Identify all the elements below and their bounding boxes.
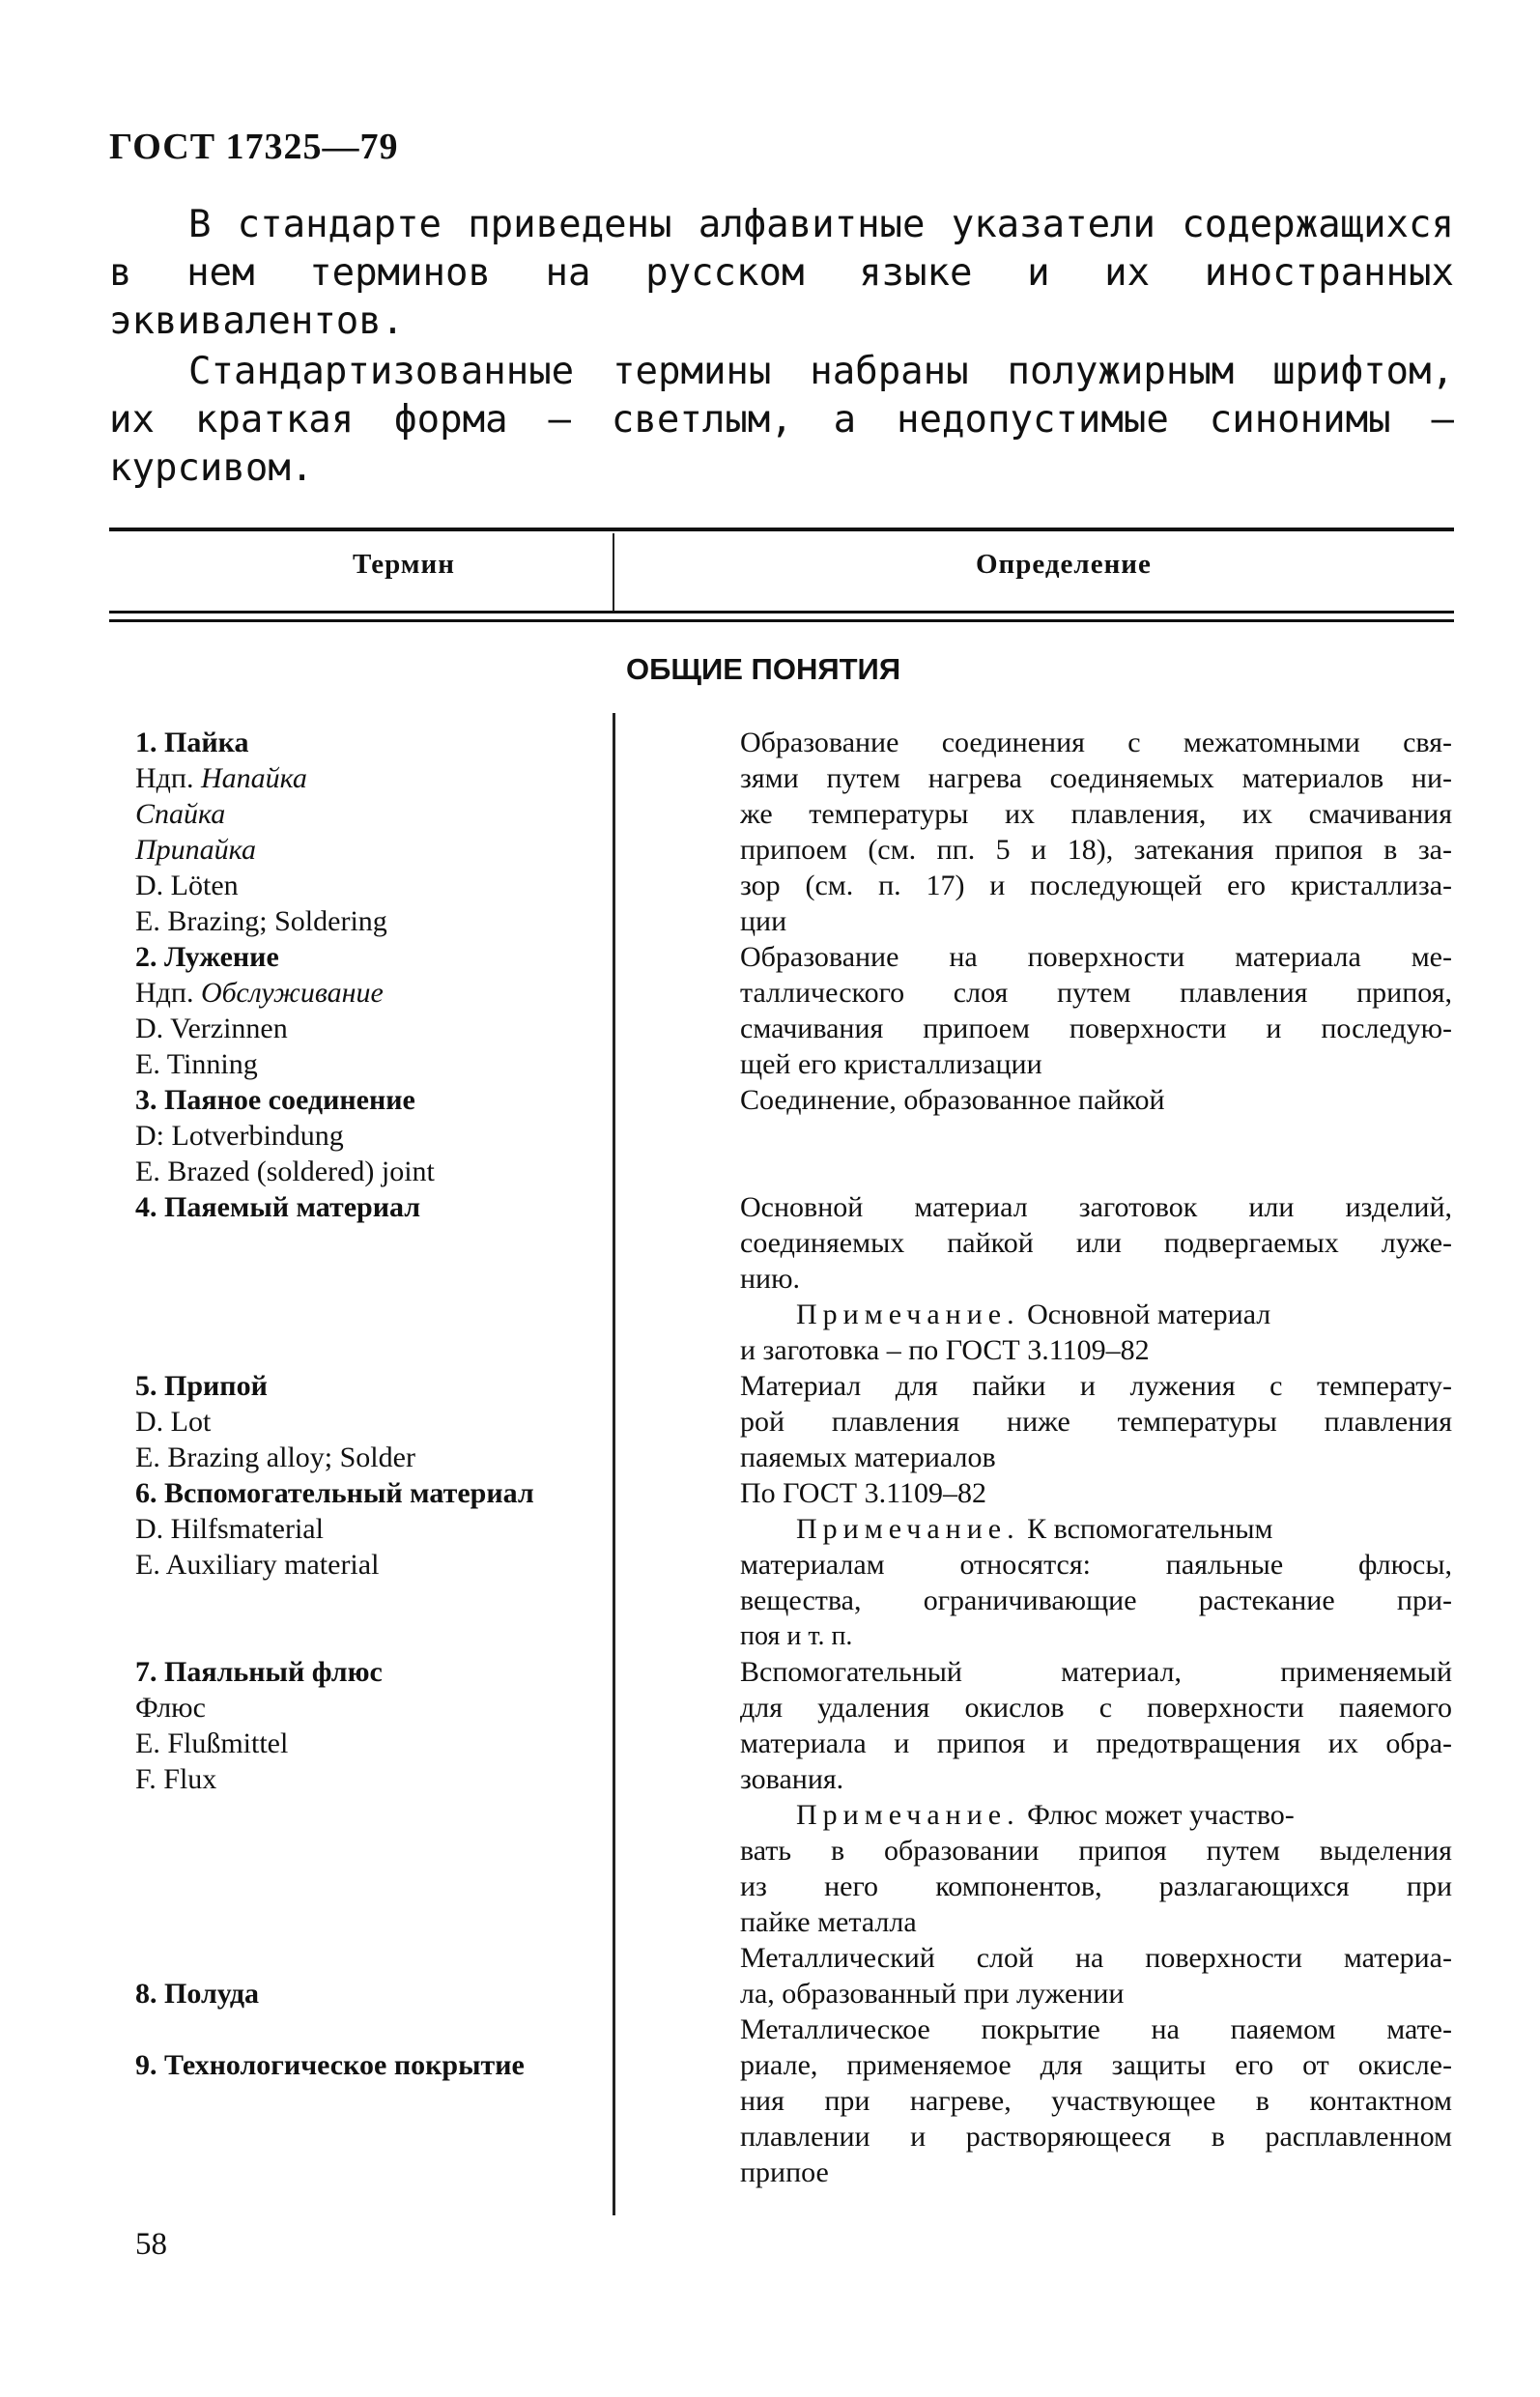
intro-text: [109, 201, 1454, 495]
def-7-line: для удаления окислов с поверхности паяемого: [740, 1692, 1452, 1724]
term-6-de: D. Hilfsmaterial: [135, 1513, 324, 1545]
term-3: 3. Паяное соединение: [135, 1084, 415, 1116]
def-4-line: Основной материал заготовок или изделий,: [740, 1191, 1452, 1223]
def-2-line: Образование на поверхности материала ме-: [740, 941, 1452, 973]
intro-paragraph-1: В стандарте приведены алфавитные указатели содержащихся в нем терминов на русском языке и их иностранных эквивалентов.: [109, 203, 1454, 343]
header-column-divider: [613, 533, 614, 611]
term-2: 2. Лужение: [135, 941, 279, 973]
def-9-line: Металлическое покрытие на паяемом мате-: [740, 2013, 1452, 2045]
term-2-forbidden: Ндп. Обслуживание: [135, 977, 384, 1009]
def-2-line: таллического слоя путем плавления припоя,: [740, 977, 1452, 1009]
term-5-en: E. Brazing alloy; Solder: [135, 1441, 415, 1473]
def-6-note-line: поя и т. п.: [740, 1621, 853, 1651]
term-8: 8. Полуда: [135, 1978, 260, 2010]
def-5-line: паяемых материалов: [740, 1441, 996, 1473]
term-7-en: F. Flux: [135, 1763, 217, 1795]
table-top-rule: [109, 528, 1454, 531]
term-5-de: D. Lot: [135, 1406, 212, 1438]
def-4-line: нию.: [740, 1263, 801, 1295]
term-1-en: E. Brazing; Soldering: [135, 905, 387, 937]
def-9-line: ния при нагреве, участвующее в контактном: [740, 2085, 1452, 2117]
term-2-en: E. Tinning: [135, 1048, 258, 1080]
table-header-rule-2: [109, 619, 1454, 622]
def-7-note-line: пайке металла: [740, 1906, 917, 1938]
def-4-note: Примечание. Основной материал: [796, 1298, 1271, 1330]
def-1-line: зями путем нагрева соединяемых материалов ни-: [740, 762, 1452, 794]
definitions-column: [740, 725, 1452, 2190]
term-5: 5. Припой: [135, 1370, 268, 1402]
term-4: 4. Паяемый материал: [135, 1191, 421, 1223]
terms-column: [135, 725, 609, 2083]
def-5-line: Материал для пайки и лужения с температу-: [740, 1370, 1452, 1402]
def-6-note: Примечание. К вспомогательным: [796, 1513, 1273, 1545]
def-7-note: Примечание. Флюс может участво-: [796, 1799, 1295, 1831]
term-6: 6. Вспомогательный материал: [135, 1477, 534, 1509]
def-5-line: рой плавления ниже температуры плавления: [740, 1406, 1452, 1438]
def-7-note-line: из него компонентов, разлагающихся при: [740, 1870, 1452, 1902]
def-8-line: ла, образованный при лужении: [740, 1978, 1125, 2010]
term-1-de: D. Löten: [135, 870, 239, 901]
intro-paragraph-2: Стандартизованные термины набраны полужирным шрифтом, их краткая форма — светлым, а недопустимые синонимы — курсивом.: [109, 350, 1454, 490]
def-7-line: Вспомогательный материал, применяемый: [740, 1656, 1452, 1688]
term-6-en: E. Auxiliary material: [135, 1549, 380, 1581]
def-2-line: смачивания припоем поверхности и последую-: [740, 1013, 1452, 1044]
def-4-note-line: и заготовка – по ГОСТ 3.1109–82: [740, 1334, 1150, 1366]
def-7-line: зования.: [740, 1763, 844, 1795]
def-1-line: же температуры их плавления, их смачивания: [740, 798, 1452, 830]
column-divider: [613, 713, 615, 2215]
def-2-line: щей его кристаллизации: [740, 1048, 1042, 1080]
term-7-de: E. Flußmittel: [135, 1727, 289, 1759]
section-title: ОБЩИЕ ПОНЯТИЯ: [626, 652, 901, 686]
term-7-short: Флюс: [135, 1692, 206, 1724]
def-9-line: припое: [740, 2156, 829, 2188]
def-3-line: Соединение, образованное пайкой: [740, 1084, 1165, 1116]
def-6-note-line: материалам относятся: паяльные флюсы,: [740, 1549, 1452, 1581]
term-9: 9. Технологическое покрытие: [135, 2049, 525, 2081]
term-1-forbidden: Ндп. Напайка: [135, 762, 307, 794]
def-1-line: ции: [740, 905, 787, 937]
term-1: 1. Пайка: [135, 727, 249, 758]
term-1-forbidden-2: Спайка: [135, 798, 226, 830]
table-header-rule-1: [109, 611, 1454, 614]
def-1-line: припоем (см. пп. 5 и 18), затекания припоя в за-: [740, 834, 1452, 866]
def-7-note-line: вать в образовании припоя путем выделения: [740, 1835, 1452, 1867]
def-6-line: По ГОСТ 3.1109–82: [740, 1477, 987, 1509]
term-3-de: D: Lotverbindung: [135, 1120, 344, 1152]
def-9-line: плавлении и растворяющееся в расплавленном: [740, 2121, 1452, 2153]
def-9-line: риале, применяемое для защиты его от окисле-: [740, 2049, 1452, 2081]
def-8-line: Металлический слой на поверхности материа-: [740, 1942, 1452, 1974]
term-1-forbidden-3: Припайка: [135, 834, 256, 866]
document-header: ГОСТ 17325—79: [109, 127, 399, 167]
page-number: 58: [135, 2227, 167, 2262]
column-header-term: Термин: [353, 549, 455, 580]
def-4-line: соединяемых пайкой или подвергаемых луже-: [740, 1227, 1452, 1259]
term-2-de: D. Verzinnen: [135, 1013, 288, 1044]
column-header-definition: Определение: [976, 549, 1152, 580]
def-7-line: материала и припоя и предотвращения их обра-: [740, 1727, 1452, 1759]
def-1-line: зор (см. п. 17) и последующей его кристаллиза-: [740, 870, 1452, 901]
def-1-line: Образование соединения с межатомными свя-: [740, 727, 1452, 758]
term-3-en: E. Brazed (soldered) joint: [135, 1156, 435, 1187]
def-6-note-line: вещества, ограничивающие растекание при-: [740, 1584, 1452, 1616]
term-7: 7. Паяльный флюс: [135, 1656, 383, 1688]
